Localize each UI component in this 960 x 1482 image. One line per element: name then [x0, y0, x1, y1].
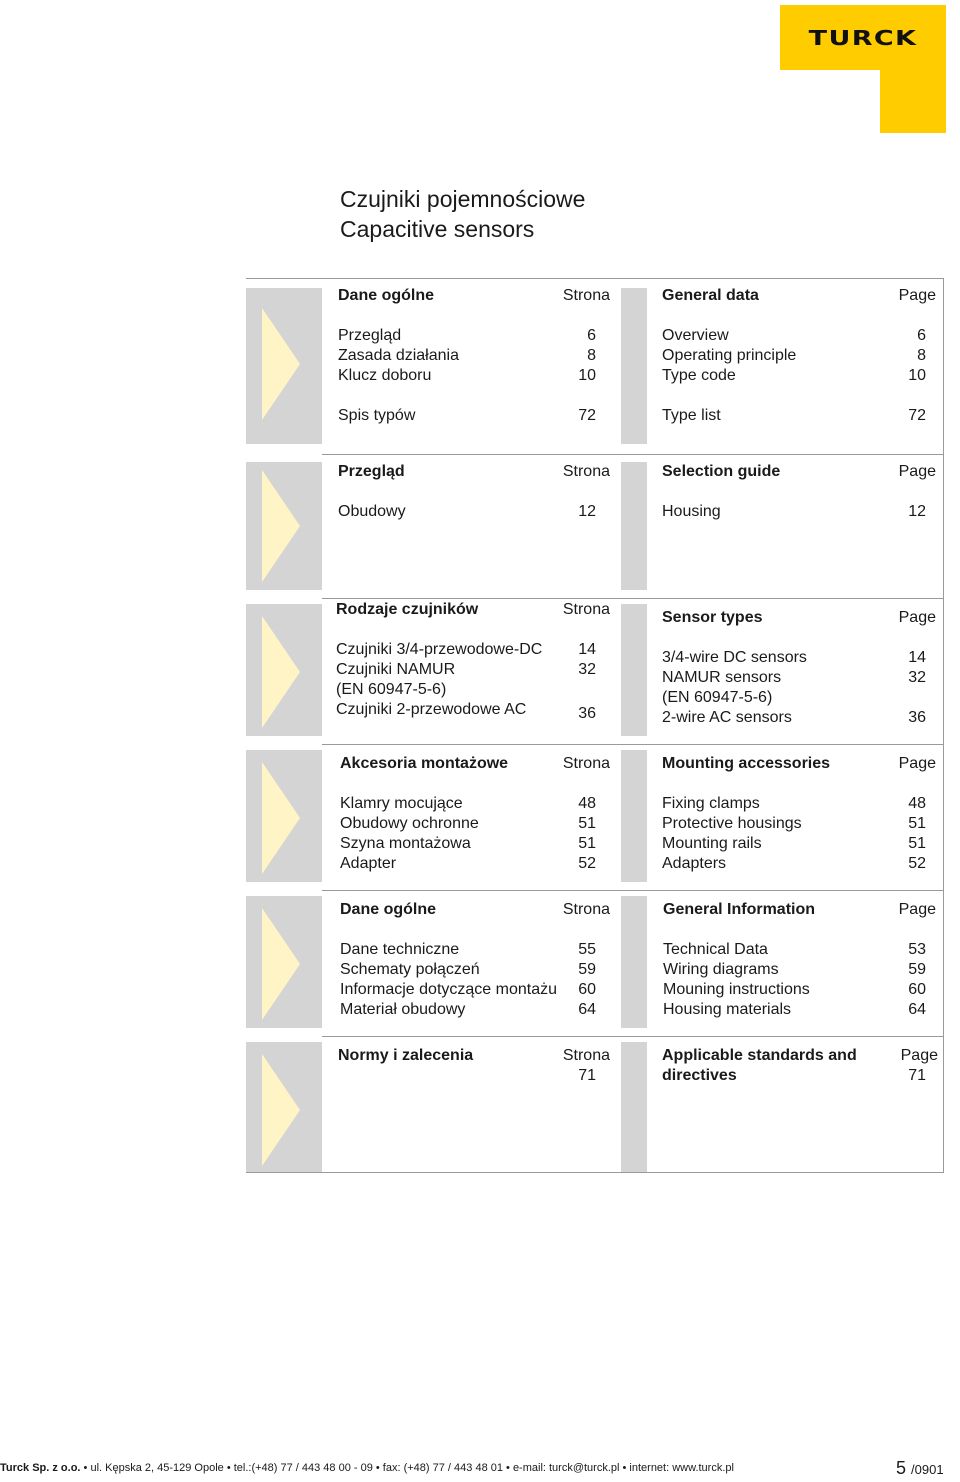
toc-page: 6: [917, 327, 926, 344]
page-list-pl: [540, 326, 596, 426]
toc-entry: Protective housings: [662, 815, 802, 832]
entry-list-en: [662, 794, 802, 874]
toc-page: 14: [908, 649, 926, 666]
toc-page: 48: [908, 795, 926, 812]
toc-page: 64: [578, 1001, 596, 1018]
toc-entry: Informacje dotyczące montażu: [340, 981, 557, 998]
toc-page: 72: [578, 407, 596, 424]
toc-page: 52: [908, 855, 926, 872]
section-divider: [322, 454, 944, 455]
section-heading-pl: Przegląd: [338, 463, 405, 480]
toc-entry: (EN 60947-5-6): [662, 689, 773, 706]
table-bottom-rule: [246, 1172, 944, 1173]
toc-page: 32: [908, 669, 926, 686]
toc-entry: Adapters: [662, 855, 727, 872]
toc-page: [540, 386, 596, 406]
column-divider: [621, 896, 647, 1028]
toc-entry: Czujniki 3/4-przewodowe-DC: [336, 641, 543, 658]
page-number-value: 5: [896, 1458, 907, 1478]
toc-entry: [338, 386, 459, 406]
toc-entry: Obudowy ochronne: [340, 815, 479, 832]
section-divider: [322, 890, 944, 891]
toc-entry: Technical Data: [663, 941, 768, 958]
toc-entry: Overview: [662, 327, 729, 344]
toc-page: [540, 680, 596, 700]
page-label-en: Page: [898, 609, 936, 626]
page-list-en: [870, 648, 926, 728]
section-divider: [322, 598, 944, 599]
footer-address: [0, 1462, 734, 1474]
toc-page: 32: [578, 661, 596, 678]
section-heading-en: Selection guide: [662, 463, 781, 480]
page-list-en: [870, 326, 926, 426]
entry-list-en: [662, 648, 807, 728]
page-label-pl: Strona: [562, 287, 610, 304]
page-list-pl: [540, 640, 596, 724]
toc-entry: Czujniki 2-przewodowe AC: [336, 701, 527, 718]
page-number: [896, 1458, 944, 1479]
toc-entry: Obudowy: [338, 503, 406, 520]
section-heading-en: General Information: [663, 901, 816, 918]
page-list-pl: [540, 794, 596, 874]
page-label-en: Page: [898, 287, 936, 304]
section-heading-en-cont: directives: [662, 1067, 737, 1084]
footer-company: Turck Sp. z o.o.: [0, 1462, 81, 1474]
toc-page: 72: [908, 407, 926, 424]
turck-logo: TURCK: [808, 25, 918, 50]
toc-page: 8: [917, 347, 926, 364]
toc-page: 59: [908, 961, 926, 978]
toc-entry: Wiring diagrams: [663, 961, 779, 978]
table-top-rule: [246, 278, 944, 279]
toc-page: 51: [908, 815, 926, 832]
section-heading-pl: Akcesoria montażowe: [340, 755, 509, 772]
toc-entry: Spis typów: [338, 407, 416, 424]
toc-page: 51: [578, 835, 596, 852]
toc-page: 36: [908, 709, 926, 726]
toc-page: [870, 688, 926, 708]
edition-code: /0901: [911, 1462, 944, 1477]
toc-page: 60: [908, 981, 926, 998]
page-label-pl: Strona: [562, 601, 610, 618]
toc-entry: Fixing clamps: [662, 795, 760, 812]
toc-page: 48: [578, 795, 596, 812]
toc-entry: [662, 386, 796, 406]
page-label-pl: Strona: [562, 463, 610, 480]
section-heading-pl: Rodzaje czujników: [336, 601, 479, 618]
toc-entry: NAMUR sensors: [662, 669, 782, 686]
toc-entry: Mounting rails: [662, 835, 762, 852]
page-list-en: [870, 794, 926, 874]
entry-list-pl: [340, 794, 479, 874]
section-heading-en: Sensor types: [662, 609, 763, 626]
toc-page: 71: [578, 1067, 596, 1084]
section-heading-pl: Dane ogólne: [340, 901, 437, 918]
section-heading-en: General data: [662, 287, 759, 304]
toc-page: 55: [578, 941, 596, 958]
toc-page: 52: [578, 855, 596, 872]
toc-entry: Schematy połączeń: [340, 961, 480, 978]
toc-page: 10: [578, 367, 596, 384]
toc-entry: Mouning instructions: [663, 981, 810, 998]
column-divider: [621, 604, 647, 736]
footer-contact: • ul. Kępska 2, 45-129 Opole • tel.:(+48) 77 / 443 48 00 - 09 • fax: (+48) 77 / 443 48 01 • e-mail: turck@turck.pl • internet: www.turck.pl: [80, 1462, 734, 1474]
toc-entry: Zasada działania: [338, 347, 459, 364]
column-divider: [621, 462, 647, 590]
toc-entry: Housing materials: [663, 1001, 792, 1018]
toc-page: 51: [578, 815, 596, 832]
toc-page: 71: [908, 1067, 926, 1084]
toc-entry: Dane techniczne: [340, 941, 460, 958]
section-divider: [322, 1036, 944, 1037]
page-label-pl: Strona: [562, 1047, 610, 1064]
page-title-pl: Czujniki pojemnościowe: [340, 186, 586, 212]
section-heading-pl: Normy i zalecenia: [338, 1047, 474, 1064]
page-label-en: Page: [898, 463, 936, 480]
entry-list-pl: [336, 640, 542, 720]
page-title-en: Capacitive sensors: [340, 216, 535, 242]
section-heading-en: Applicable standards and: [662, 1047, 857, 1064]
toc-entry: Operating principle: [662, 347, 797, 364]
toc-entry: Materiał obudowy: [340, 1001, 466, 1018]
toc-entry: 2-wire AC sensors: [662, 709, 792, 726]
column-divider: [621, 1042, 647, 1172]
section-divider: [322, 744, 944, 745]
toc-page: [870, 386, 926, 406]
entry-list-en: [663, 940, 810, 1020]
entry-list-pl: [338, 326, 459, 426]
toc-page: 6: [587, 327, 596, 344]
toc-page: 59: [578, 961, 596, 978]
page-label-pl: Strona: [562, 901, 610, 918]
toc-page: 14: [578, 641, 596, 658]
toc-entry: Szyna montażowa: [340, 835, 471, 852]
toc-entry: Type code: [662, 367, 736, 384]
page-list-pl: [540, 940, 596, 1020]
page-label-en: Page: [898, 901, 936, 918]
entry-list-pl: [340, 940, 557, 1020]
toc-entry: Czujniki NAMUR: [336, 661, 456, 678]
toc-entry: Adapter: [340, 855, 397, 872]
page-list-en: [870, 940, 926, 1020]
page-label-en: Page: [898, 755, 936, 772]
toc-page: 12: [578, 503, 596, 520]
toc-entry: (EN 60947-5-6): [336, 681, 447, 698]
toc-entry: Klamry mocujące: [340, 795, 463, 812]
toc-entry: Type list: [662, 407, 721, 424]
column-divider: [621, 750, 647, 882]
toc-entry: Klucz doboru: [338, 367, 432, 384]
section-heading-en: Mounting accessories: [662, 755, 831, 772]
toc-entry: Housing: [662, 503, 721, 520]
toc-page: 51: [908, 835, 926, 852]
entry-list-en: [662, 326, 796, 426]
toc-entry: Przegląd: [338, 327, 402, 344]
page-label-pl: Strona: [562, 755, 610, 772]
toc-page: 36: [578, 705, 596, 722]
toc-page: 12: [908, 503, 926, 520]
toc-page: 64: [908, 1001, 926, 1018]
table-right-rule: [943, 278, 944, 1172]
toc-page: 60: [578, 981, 596, 998]
toc-page: 10: [908, 367, 926, 384]
toc-page: 8: [587, 347, 596, 364]
toc-entry: 3/4-wire DC sensors: [662, 649, 807, 666]
column-divider: [621, 288, 647, 444]
page-label-en: Page: [900, 1047, 938, 1064]
toc-page: 53: [908, 941, 926, 958]
section-heading-pl: Dane ogólne: [338, 287, 435, 304]
